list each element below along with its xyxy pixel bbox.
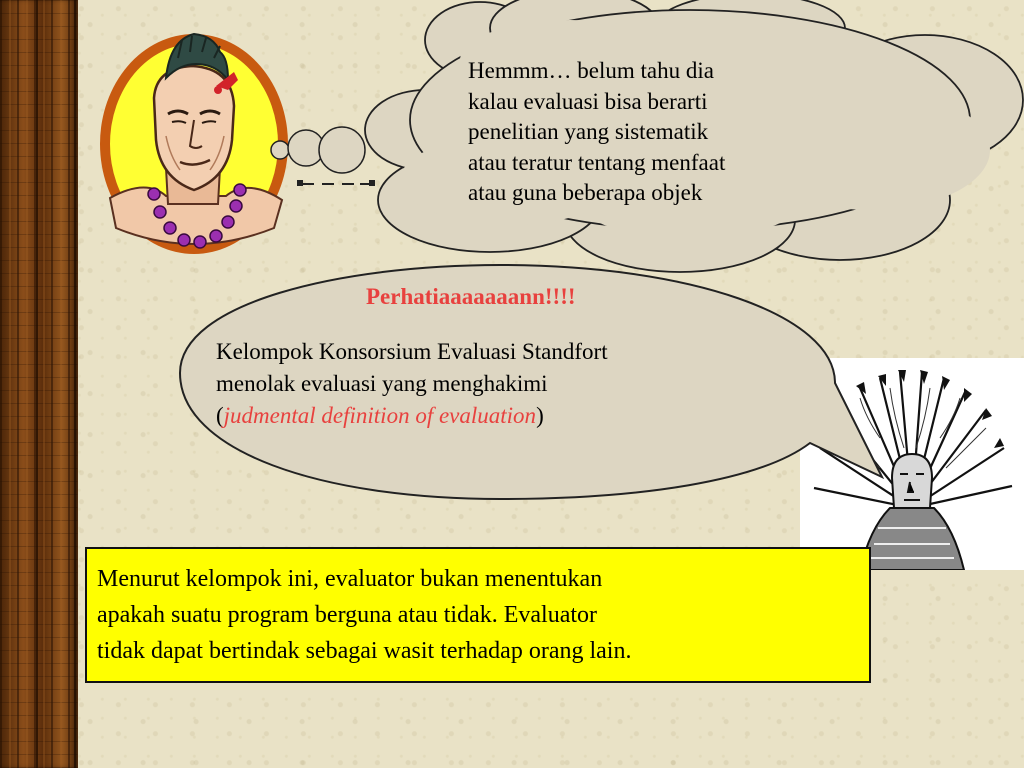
thought-line: atau teratur tentang menfaat bbox=[468, 149, 726, 175]
speech-heading: Perhatiaaaaaaann!!!! bbox=[366, 284, 576, 309]
note-line: apakah suatu program berguna atau tidak. Evaluator bbox=[97, 602, 598, 628]
note-line: tidak dapat bertindak sebagai wasit terhadap orang lain. bbox=[97, 638, 632, 664]
speech-line-3 bbox=[216, 400, 836, 432]
paren-open: ( bbox=[216, 403, 224, 428]
thought-line: kalau evaluasi bisa berarti bbox=[468, 88, 708, 114]
wood-border-strip bbox=[0, 0, 78, 768]
paren-close: ) bbox=[536, 403, 544, 428]
thought-line: atau guna beberapa objek bbox=[468, 180, 703, 205]
note-line: Menurut kelompok ini, evaluator bukan menentukan bbox=[97, 566, 603, 592]
thought-text bbox=[468, 56, 868, 209]
speech-italic-term: judmental definition of evaluation bbox=[223, 403, 537, 428]
speech-body bbox=[216, 336, 836, 432]
thought-line: penelitian yang sistematik bbox=[468, 119, 709, 144]
speech-line: menolak evaluasi yang menghakimi bbox=[216, 371, 548, 396]
speech-line: Kelompok Konsorsium Evaluasi Standfort bbox=[216, 339, 608, 364]
thought-line: Hemmm… belum tahu dia bbox=[468, 58, 714, 83]
note-box bbox=[85, 547, 871, 683]
